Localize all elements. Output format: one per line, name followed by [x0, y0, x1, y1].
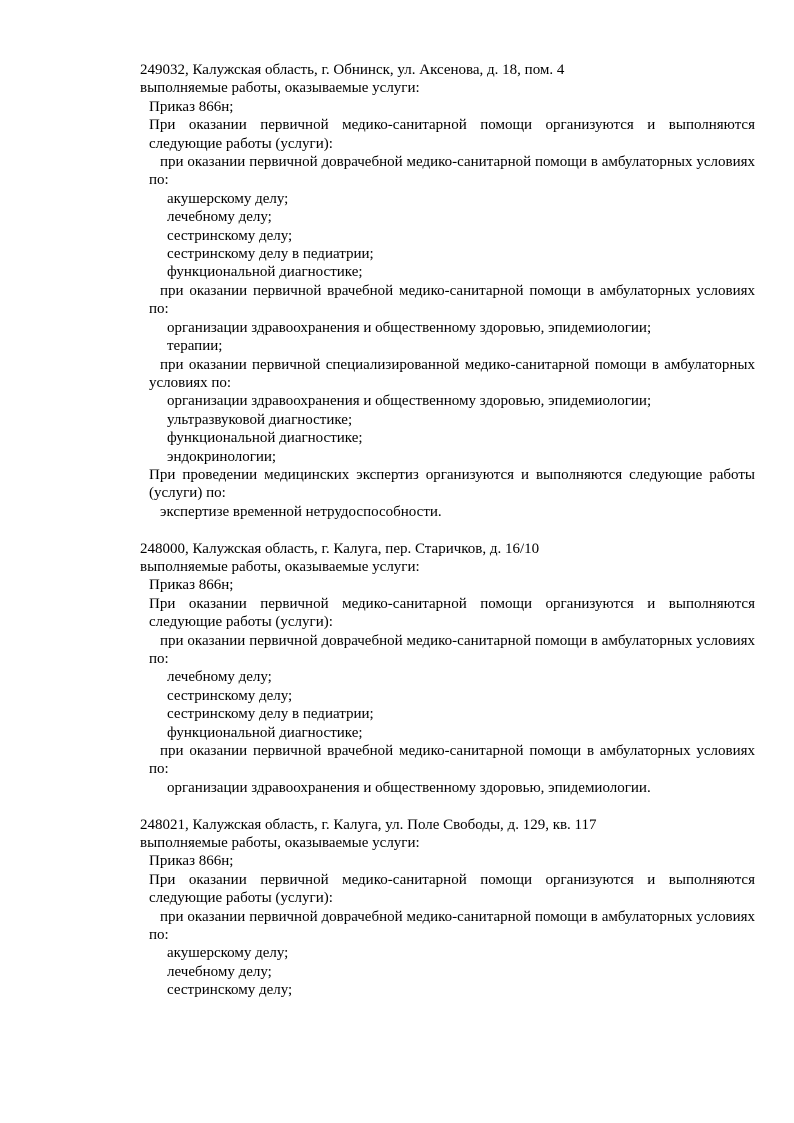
service-item: сестринскому делу;: [167, 687, 293, 704]
address-block: [140, 61, 755, 521]
order-reference: Приказ 866н;: [149, 853, 234, 870]
service-item: сестринскому делу в педиатрии;: [167, 246, 374, 263]
service-item: организации здравоохранения и общественному здоровью, эпидемиологии;: [167, 393, 652, 410]
subsection-paragraph: при оказании первичной врачебной медико-санитарной помощи в амбулаторных условиях по:: [149, 282, 755, 318]
service-item: сестринскому делу;: [167, 982, 293, 999]
subsection-paragraph: при оказании первичной доврачебной медико-санитарной помощи в амбулаторных условиях по:: [149, 154, 755, 189]
service-item: лечебному делу;: [167, 963, 272, 980]
service-item: акушерскому делу;: [167, 190, 289, 207]
service-item: функциональной диагностике;: [167, 264, 363, 281]
service-item: организации здравоохранения и общественному здоровью, эпидемиологии;: [167, 319, 652, 336]
order-reference: Приказ 866н;: [149, 577, 234, 594]
section-paragraph: При оказании первичной медико-санитарной помощи организуются и выполняются следующие работы (услуги):: [149, 117, 755, 152]
service-item: ультразвуковой диагностике;: [167, 411, 353, 428]
service-item: функциональной диагностике;: [167, 430, 363, 447]
service-item: лечебному делу;: [167, 209, 272, 226]
address-block: [140, 540, 755, 798]
subsection-paragraph: при оказании первичной доврачебной медико-санитарной помощи в амбулаторных условиях по:: [149, 632, 755, 667]
document-page: [140, 61, 755, 1018]
service-item: организации здравоохранения и общественному здоровью, эпидемиологии.: [167, 779, 651, 796]
subsection-paragraph: при оказании первичной специализированной медико-санитарной помощи в амбулаторных условиях по:: [149, 356, 755, 391]
service-item: терапии;: [167, 338, 223, 355]
service-item: лечебному делу;: [167, 669, 272, 686]
order-reference: Приказ 866н;: [149, 98, 234, 115]
address: 248021, Калужская область, г. Калуга, ул. Поле Свободы, д. 129, кв. 117: [140, 816, 597, 833]
section-paragraph: При проведении медицинских экспертиз организуются и выполняются следующие работы (услуги) по:: [149, 466, 755, 502]
service-item: сестринскому делу;: [167, 227, 293, 244]
section-paragraph: При оказании первичной медико-санитарной помощи организуются и выполняются следующие работы (услуги):: [149, 595, 755, 631]
services-label: выполняемые работы, оказываемые услуги:: [140, 558, 420, 575]
address: 248000, Калужская область, г. Калуга, пер. Старичков, д. 16/10: [140, 540, 540, 557]
subsection-paragraph: при оказании первичной врачебной медико-санитарной помощи в амбулаторных условиях по:: [149, 743, 755, 778]
services-label: выполняемые работы, оказываемые услуги:: [140, 835, 420, 852]
service-item: сестринскому делу в педиатрии;: [167, 706, 374, 723]
subsection-paragraph: экспертизе временной нетрудоспособности.: [160, 503, 442, 520]
services-label: выполняемые работы, оказываемые услуги:: [140, 80, 420, 97]
address-block: [140, 816, 755, 1000]
address: 249032, Калужская область, г. Обнинск, ул. Аксенова, д. 18, пом. 4: [140, 62, 565, 78]
service-item: акушерскому делу;: [167, 945, 289, 962]
service-item: эндокринологии;: [167, 448, 277, 465]
subsection-paragraph: при оказании первичной доврачебной медико-санитарной помощи в амбулаторных условиях по:: [149, 908, 755, 944]
section-paragraph: При оказании первичной медико-санитарной помощи организуются и выполняются следующие работы (услуги):: [149, 871, 755, 907]
service-item: функциональной диагностике;: [167, 724, 363, 741]
